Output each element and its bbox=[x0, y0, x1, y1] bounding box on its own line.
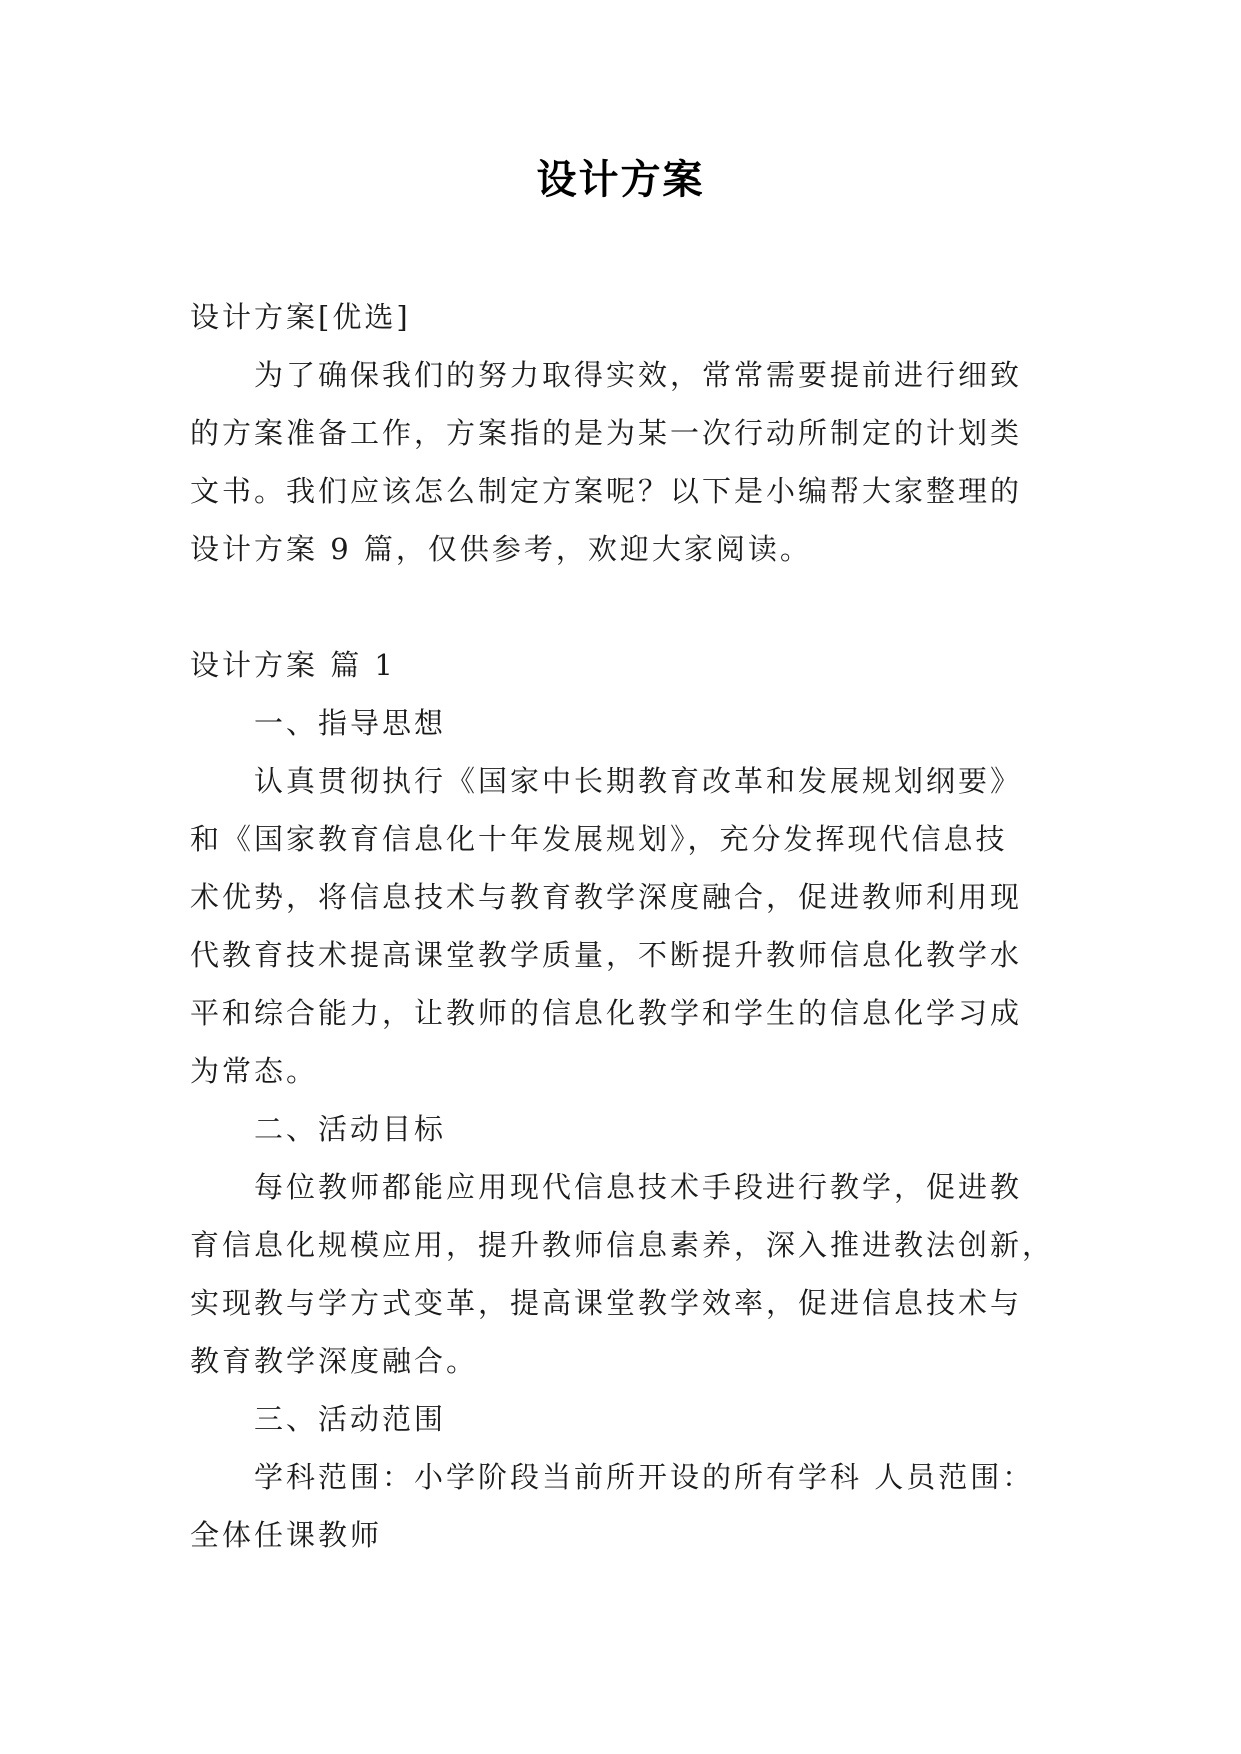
blank-line bbox=[190, 578, 1052, 636]
text-line: 设计方案[优选] bbox=[190, 300, 411, 334]
text-line: 为了确保我们的努力取得实效，常常需要提前进行细致 bbox=[254, 358, 1023, 392]
text-line: 和《国家教育信息化十年发展规划》，充分发挥现代信息技 bbox=[190, 822, 1008, 856]
text-line: 全体任课教师 bbox=[190, 1518, 383, 1552]
text-line: 认真贯彻执行《国家中长期教育改革和发展规划纲要》 bbox=[254, 764, 1023, 798]
text-line: 为常态。 bbox=[190, 1054, 319, 1088]
text-line: 教育教学深度融合。 bbox=[190, 1344, 479, 1378]
text-line: 学科范围：小学阶段当前所开设的所有学科 人员范围： bbox=[254, 1460, 1035, 1494]
document-body bbox=[190, 288, 1055, 1564]
text-line: 的方案准备工作，方案指的是为某一次行动所制定的计划类 bbox=[190, 416, 1023, 450]
text-line: 术优势，将信息技术与教育教学深度融合，促进教师利用现 bbox=[190, 880, 1023, 914]
text-line: 平和综合能力，让教师的信息化教学和学生的信息化学习成 bbox=[190, 996, 1023, 1030]
text-line: 设计方案 9 篇，仅供参考，欢迎大家阅读。 bbox=[190, 532, 812, 566]
text-line: 代教育技术提高课堂教学质量，不断提升教师信息化教学水 bbox=[190, 938, 1023, 972]
text-line: 一、指导思想 bbox=[254, 706, 447, 740]
text-line: 育信息化规模应用，提升教师信息素养，深入推进教法创新， bbox=[190, 1228, 1055, 1262]
text-line: 文书。我们应该怎么制定方案呢？以下是小编帮大家整理的 bbox=[190, 474, 1023, 508]
text-line: 二、活动目标 bbox=[254, 1112, 447, 1146]
page-title: 设计方案 bbox=[536, 157, 705, 203]
text-line: 每位教师都能应用现代信息技术手段进行教学，促进教 bbox=[254, 1170, 1023, 1204]
text-line: 三、活动范围 bbox=[254, 1402, 447, 1436]
text-line: 设计方案 篇 1 bbox=[190, 648, 396, 682]
text-line: 实现教与学方式变革，提高课堂教学效率，促进信息技术与 bbox=[190, 1286, 1023, 1320]
